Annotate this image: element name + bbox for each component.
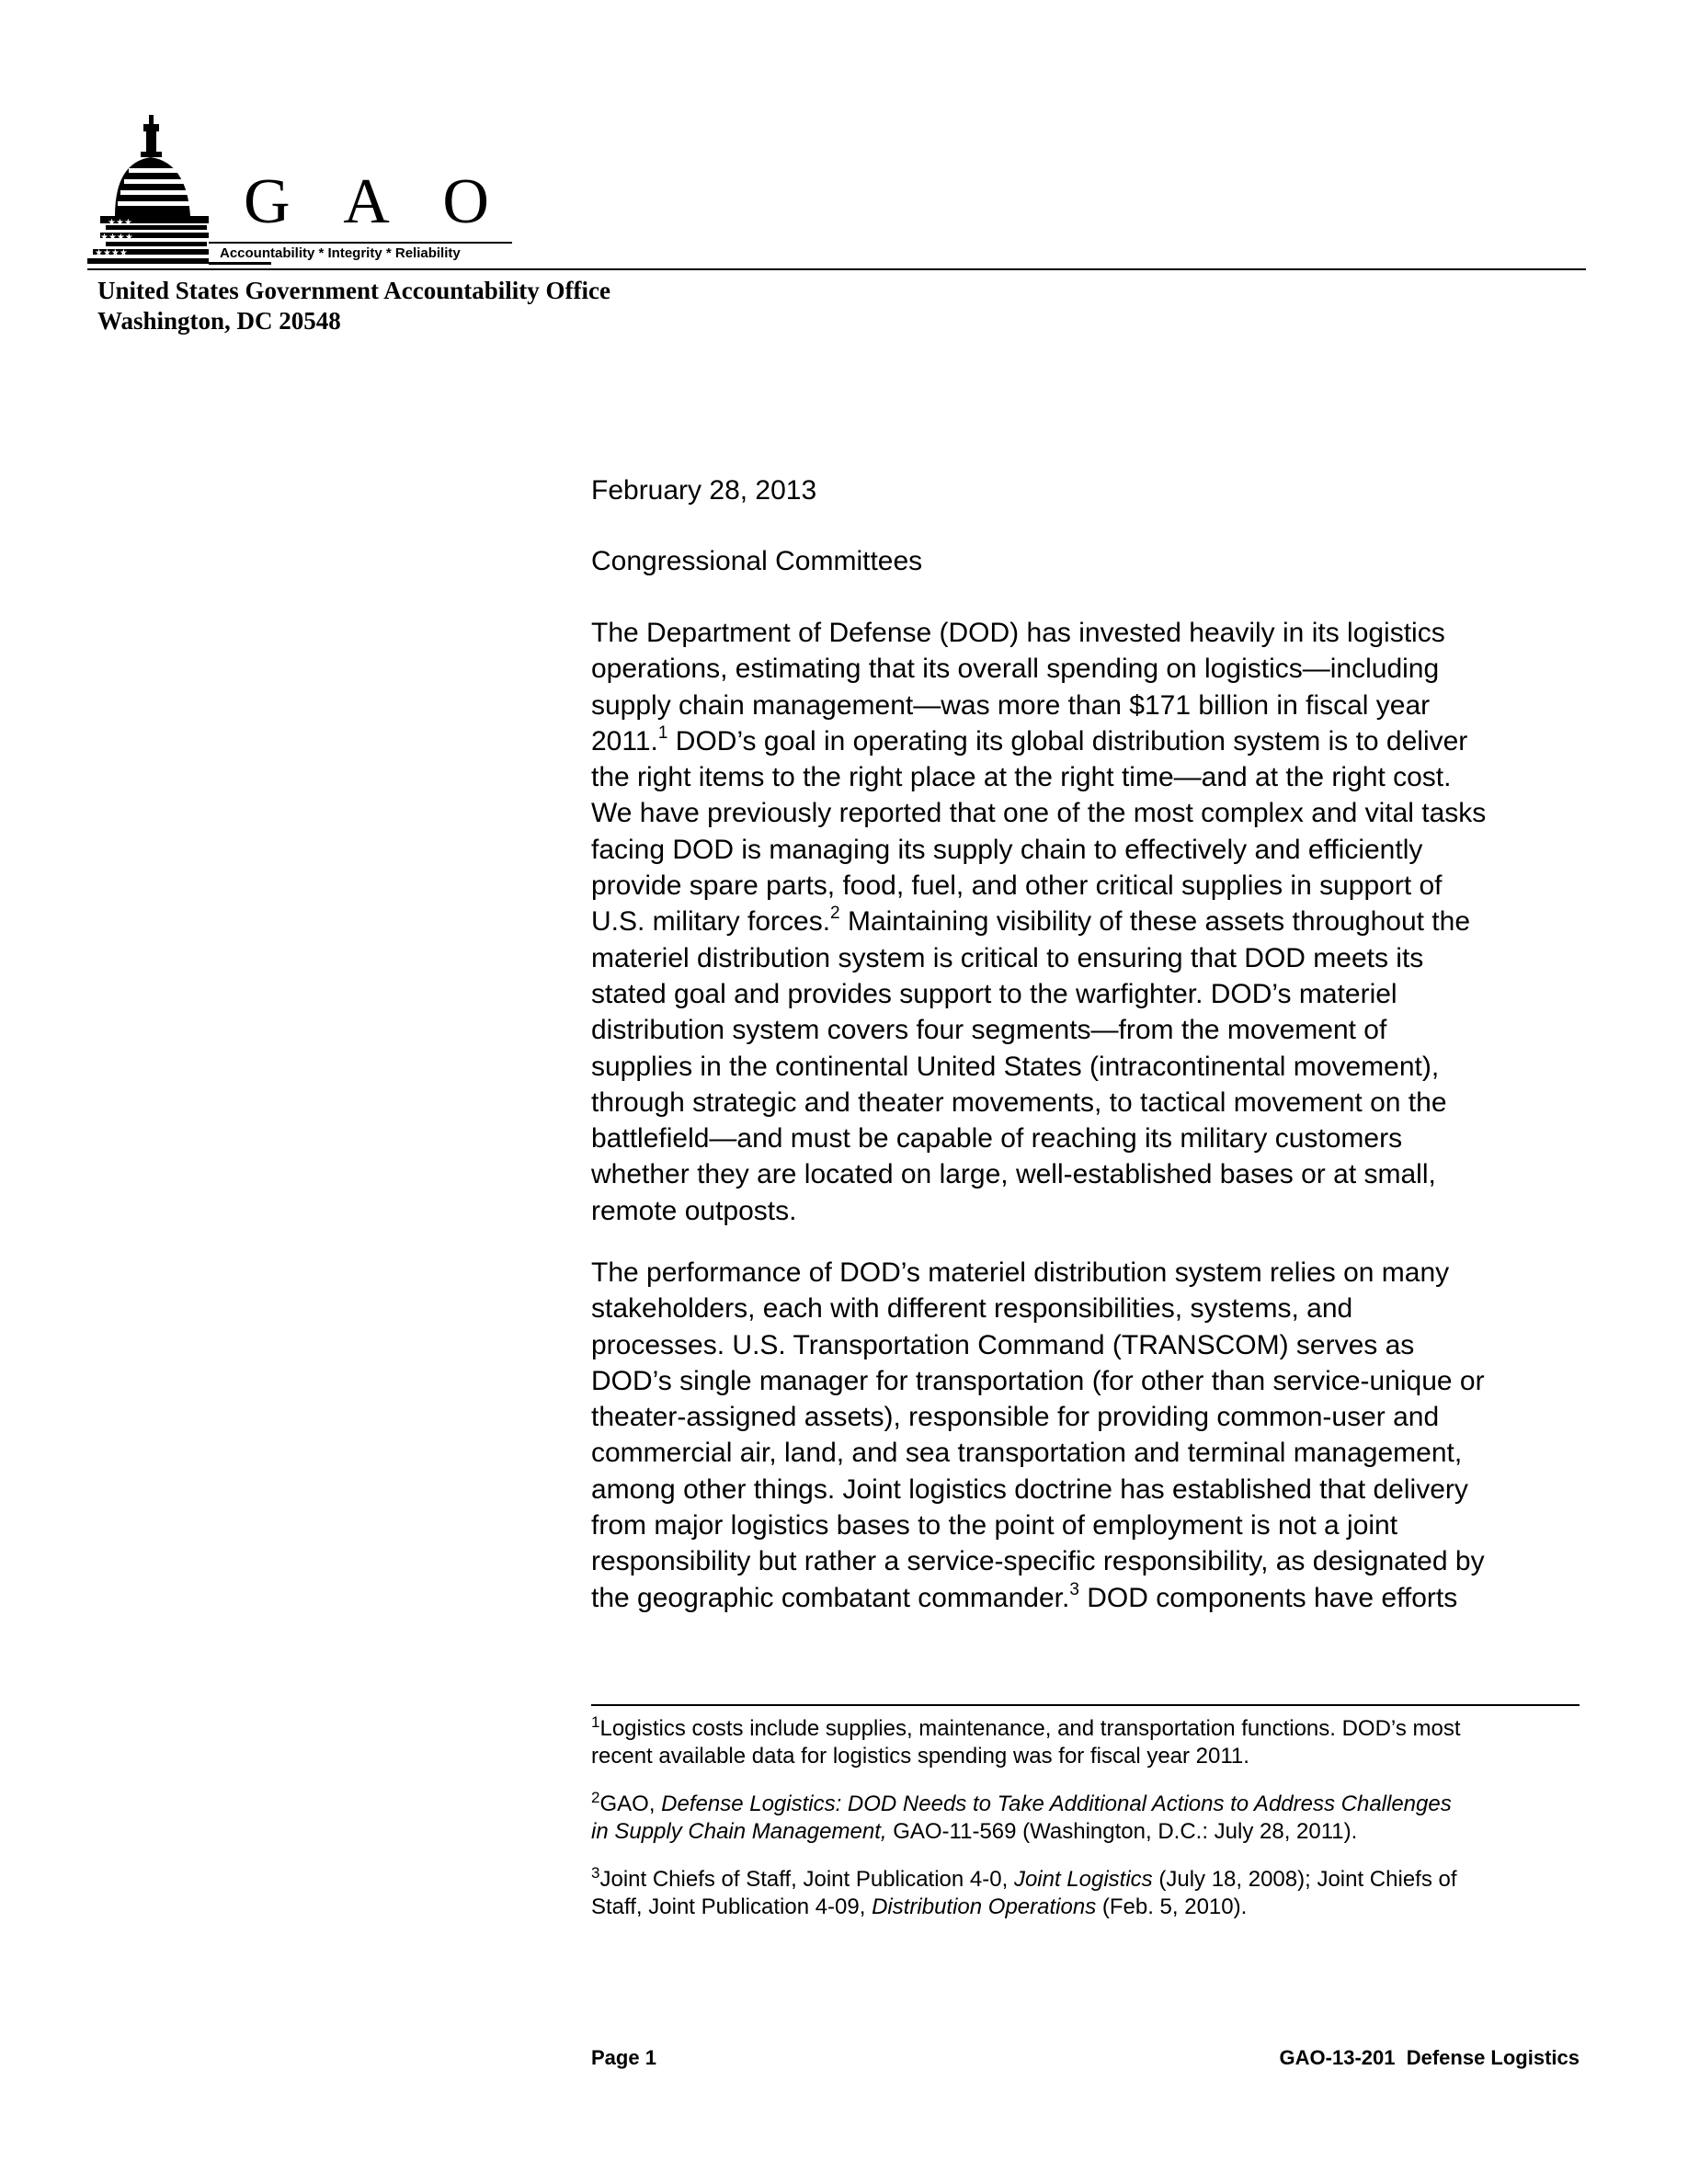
svg-text:★★★★: ★★★★ (100, 233, 133, 243)
footnote-3 (591, 1866, 1589, 1921)
footnote-ref-1: 1 (657, 722, 668, 743)
text-line: battlefield—and must be capable of reaching its military customers (591, 1123, 1403, 1155)
text-line: among other things. Joint logistics doctrine has established that delivery (591, 1473, 1468, 1505)
text-line: theater-assigned assets), responsible for providing common-user and (591, 1402, 1440, 1433)
body-paragraph-1 (591, 615, 1589, 1229)
report-title: in Supply Chain Management, (591, 1819, 887, 1844)
text-segment: Maintaining visibility of these assets throughout the (839, 906, 1471, 938)
text-segment: Logistics costs include supplies, maintenance, and transportation functions. DOD’s most (599, 1716, 1461, 1741)
text-line (591, 723, 1589, 759)
text-line (591, 1791, 1589, 1818)
organization-name: United States Government Accountability Office (97, 277, 610, 304)
text-segment: (Feb. 5, 2010). (1096, 1894, 1248, 1919)
text-line: The performance of DOD’s materiel distribution system relies on many (591, 1257, 1450, 1288)
text-line: DOD’s single manager for transportation (for other than service-unique or (591, 1365, 1485, 1396)
text-line: processes. U.S. Transportation Command (TRANSCOM) serves as (591, 1329, 1415, 1360)
footnotes (591, 1715, 1589, 1941)
footnote-ref-2: 2 (830, 904, 840, 924)
text-line: The Department of Defense (DOD) has invested heavily in its logistics (591, 618, 1445, 648)
text-line: distribution system covers four segments—from the movement of (591, 1015, 1387, 1046)
footnote-number: 3 (591, 1864, 600, 1882)
text-line (591, 1715, 1589, 1743)
text-line (591, 1866, 1589, 1894)
text-segment: GAO, (599, 1792, 662, 1816)
page-number: Page 1 (591, 2046, 656, 2069)
footnote-1 (591, 1715, 1589, 1770)
text-segment: U.S. military forces. (591, 906, 831, 938)
text-line (591, 1894, 1589, 1921)
letterhead-rule (87, 268, 1586, 270)
logo-tagline: Accountability * Integrity * Reliability (209, 242, 512, 262)
organization-block (97, 276, 610, 336)
text-line: facing DOD is managing its supply chain to effectively and efficiently (591, 834, 1423, 865)
footnote-number: 1 (591, 1713, 600, 1731)
text-segment: DOD’s goal in operating its global distribution system is to deliver (667, 725, 1468, 756)
report-identifier-text: GAO-13-201 Defense Logistics (1279, 2046, 1580, 2069)
text-line (591, 1580, 1589, 1616)
text-line: stakeholders, each with different responsibilities, systems, and (591, 1293, 1353, 1325)
text-segment: the geographic combatant commander. (591, 1582, 1070, 1613)
svg-text:★★★: ★★★ (108, 218, 132, 228)
publication-title: Distribution Operations (872, 1894, 1097, 1919)
text-line: recent available data for logistics spending was for fiscal year 2011. (591, 1744, 1249, 1769)
text-line (591, 1818, 1589, 1846)
report-title: Defense Logistics: DOD Needs to Take Additional Actions to Address Challenges (661, 1792, 1452, 1816)
text-segment: GAO-11-569 (Washington, D.C.: July 28, 2011). (886, 1819, 1358, 1844)
text-line: provide spare parts, food, fuel, and other critical supplies in support of (591, 870, 1443, 902)
footnote-separator (591, 1704, 1580, 1706)
text-line: operations, estimating that its overall spending on logistics—including (591, 654, 1440, 685)
text-line: the right items to the right place at the right time—and at the right cost. (591, 762, 1452, 793)
publication-title: Joint Logistics (1013, 1867, 1153, 1892)
footnote-number: 2 (591, 1789, 600, 1806)
text-line: stated goal and provides support to the warfighter. DOD’s materiel (591, 978, 1397, 1009)
text-segment: (July 18, 2008); Joint Chiefs of (1152, 1867, 1457, 1892)
footnote-ref-3: 3 (1069, 1579, 1079, 1599)
text-line: from major logistics bases to the point of employment is not a joint (591, 1510, 1398, 1541)
text-line: whether they are located on large, well-established bases or at small, (591, 1159, 1436, 1190)
logo-letters: G A O (244, 166, 509, 237)
text-line (591, 904, 1589, 939)
letter-salutation: Congressional Committees (591, 546, 923, 576)
text-line: through strategic and theater movements, to tactical movement on the (591, 1086, 1447, 1118)
text-line: materiel distribution system is critical to ensuring that DOD meets its (591, 942, 1424, 973)
text-segment: DOD components have efforts (1078, 1582, 1458, 1613)
text-segment: Joint Chiefs of Staff, Joint Publication 4-0, (599, 1867, 1014, 1892)
text-line: commercial air, land, and sea transportation and terminal management, (591, 1438, 1463, 1469)
text-line: remote outposts. (591, 1195, 797, 1226)
svg-text:★★★★: ★★★★ (95, 248, 128, 258)
letter-date: February 28, 2013 (591, 475, 817, 506)
footnote-2 (591, 1791, 1589, 1846)
text-line: supplies in the continental United States (intracontinental movement), (591, 1051, 1440, 1082)
text-line: responsibility but rather a service-specific responsibility, as designated by (591, 1546, 1485, 1577)
text-line: We have previously reported that one of the most complex and vital tasks (591, 798, 1487, 829)
text-segment: Staff, Joint Publication 4-09, (591, 1894, 873, 1919)
organization-address: Washington, DC 20548 (97, 307, 341, 335)
body-paragraph-2 (591, 1255, 1589, 1616)
text-segment: 2011. (591, 725, 658, 756)
text-line: supply chain management—was more than $171 billion in fiscal year (591, 689, 1431, 721)
gao-logo (87, 115, 519, 271)
report-identifier (1280, 2046, 1580, 2070)
